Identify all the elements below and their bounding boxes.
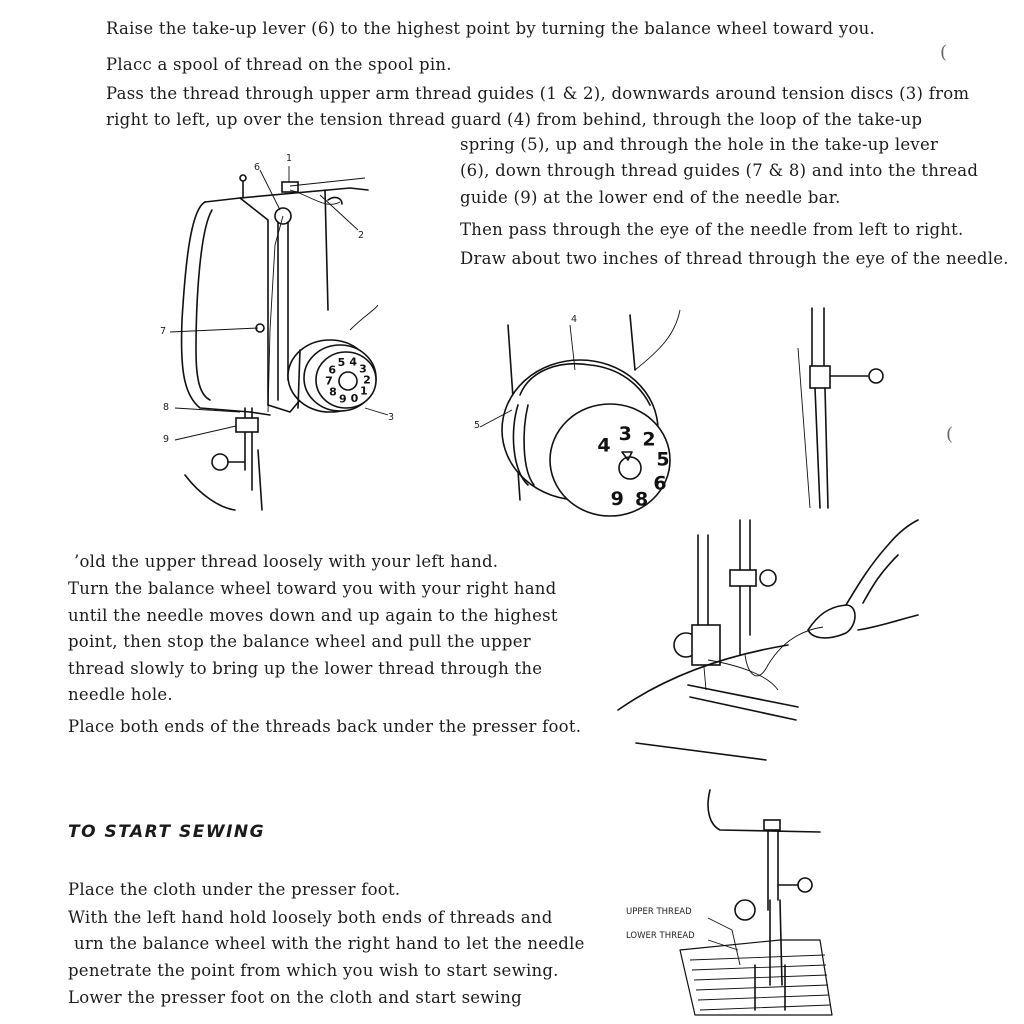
start-line-1: Place the cloth under the presser foot. xyxy=(68,880,401,899)
bobbin-line-3: until the needle moves down and up again to the highest xyxy=(68,606,558,625)
dial1-number-0: 0 xyxy=(350,391,359,405)
instruction-line-9: Draw about two inches of thread through the eye of the needle. xyxy=(460,249,1009,268)
instruction-line-5: spring (5), up and through the hole in the take-up lever xyxy=(460,135,939,154)
section-heading-start-sewing: TO START SEWING xyxy=(68,822,266,842)
start-line-5: Lower the presser foot on the cloth and start sewing xyxy=(68,988,522,1007)
dial2-number-2: 2 xyxy=(642,428,656,451)
bobbin-line-4: point, then stop the balance wheel and pull the upper xyxy=(68,632,531,651)
start-sewing-diagram xyxy=(620,790,835,1015)
lower-thread-diagram xyxy=(608,515,920,765)
dial1-number-7: 7 xyxy=(325,374,333,388)
dial2-number-4: 4 xyxy=(597,434,611,457)
dial1-number-2: 2 xyxy=(363,373,371,387)
label-1: 1 xyxy=(286,153,293,164)
bobbin-line-6: needle hole. xyxy=(68,685,173,704)
label-4: 4 xyxy=(571,314,578,325)
bobbin-line-2: Turn the balance wheel toward you with your right hand xyxy=(68,579,557,598)
label-8: 8 xyxy=(163,402,170,413)
margin-mark-top: ( xyxy=(940,42,948,63)
instruction-line-7: guide (9) at the lower end of the needle bar. xyxy=(460,188,841,207)
dial2-number-5: 5 xyxy=(656,448,670,471)
tension-dial-diagram xyxy=(470,310,700,510)
margin-mark-middle: ( xyxy=(946,424,954,445)
dial1-number-3: 3 xyxy=(359,362,367,376)
instruction-line-1: Raise the take-up lever (6) to the highest point by turning the balance wheel toward you. xyxy=(106,19,875,38)
instruction-line-4: right to left, up over the tension thread guard (4) from behind, through the loop of the take-up xyxy=(106,110,923,129)
dial1-number-5: 5 xyxy=(337,356,346,370)
start-line-2: With the left hand hold loosely both ends of threads and xyxy=(68,908,553,927)
upper-thread-label: UPPER THREAD xyxy=(626,907,692,917)
dial1-number-4: 4 xyxy=(349,355,358,369)
label-5: 5 xyxy=(474,420,481,431)
start-line-3: urn the balance wheel with the right hand to let the needle xyxy=(74,934,585,953)
dial1-number-8: 8 xyxy=(329,385,337,399)
instruction-line-8: Then pass through the eye of the needle from left to right. xyxy=(460,220,964,239)
instruction-line-3: Pass the thread through upper arm thread guides (1 & 2), downwards around tension discs (3) from xyxy=(106,84,970,103)
dial1-number-1: 1 xyxy=(359,384,368,398)
bobbin-line-1: ’old the upper thread loosely with your left hand. xyxy=(74,552,499,571)
dial2-number-8: 8 xyxy=(634,488,649,511)
bobbin-line-5: thread slowly to bring up the lower thread through the xyxy=(68,659,543,678)
start-line-4: penetrate the point from which you wish to start sewing. xyxy=(68,961,559,980)
label-2: 2 xyxy=(358,230,365,241)
label-9: 9 xyxy=(163,434,170,445)
dial2-number-6: 6 xyxy=(653,472,667,495)
lower-thread-label: LOWER THREAD xyxy=(626,931,695,941)
dial1-number-6: 6 xyxy=(328,363,337,377)
needle-eye-diagram xyxy=(790,308,900,508)
threading-diagram xyxy=(150,150,410,510)
label-6: 6 xyxy=(254,162,261,173)
dial2-number-3: 3 xyxy=(618,422,632,445)
dial1-number-9: 9 xyxy=(338,392,347,406)
bobbin-line-7: Place both ends of the threads back under the presser foot. xyxy=(68,717,582,736)
instruction-line-2: Placc a spool of thread on the spool pin. xyxy=(106,55,452,74)
label-7: 7 xyxy=(160,326,167,337)
dial2-number-9: 9 xyxy=(610,488,624,510)
instruction-line-6: (6), down through thread guides (7 & 8) and into the thread xyxy=(460,161,979,180)
label-3: 3 xyxy=(388,412,395,423)
